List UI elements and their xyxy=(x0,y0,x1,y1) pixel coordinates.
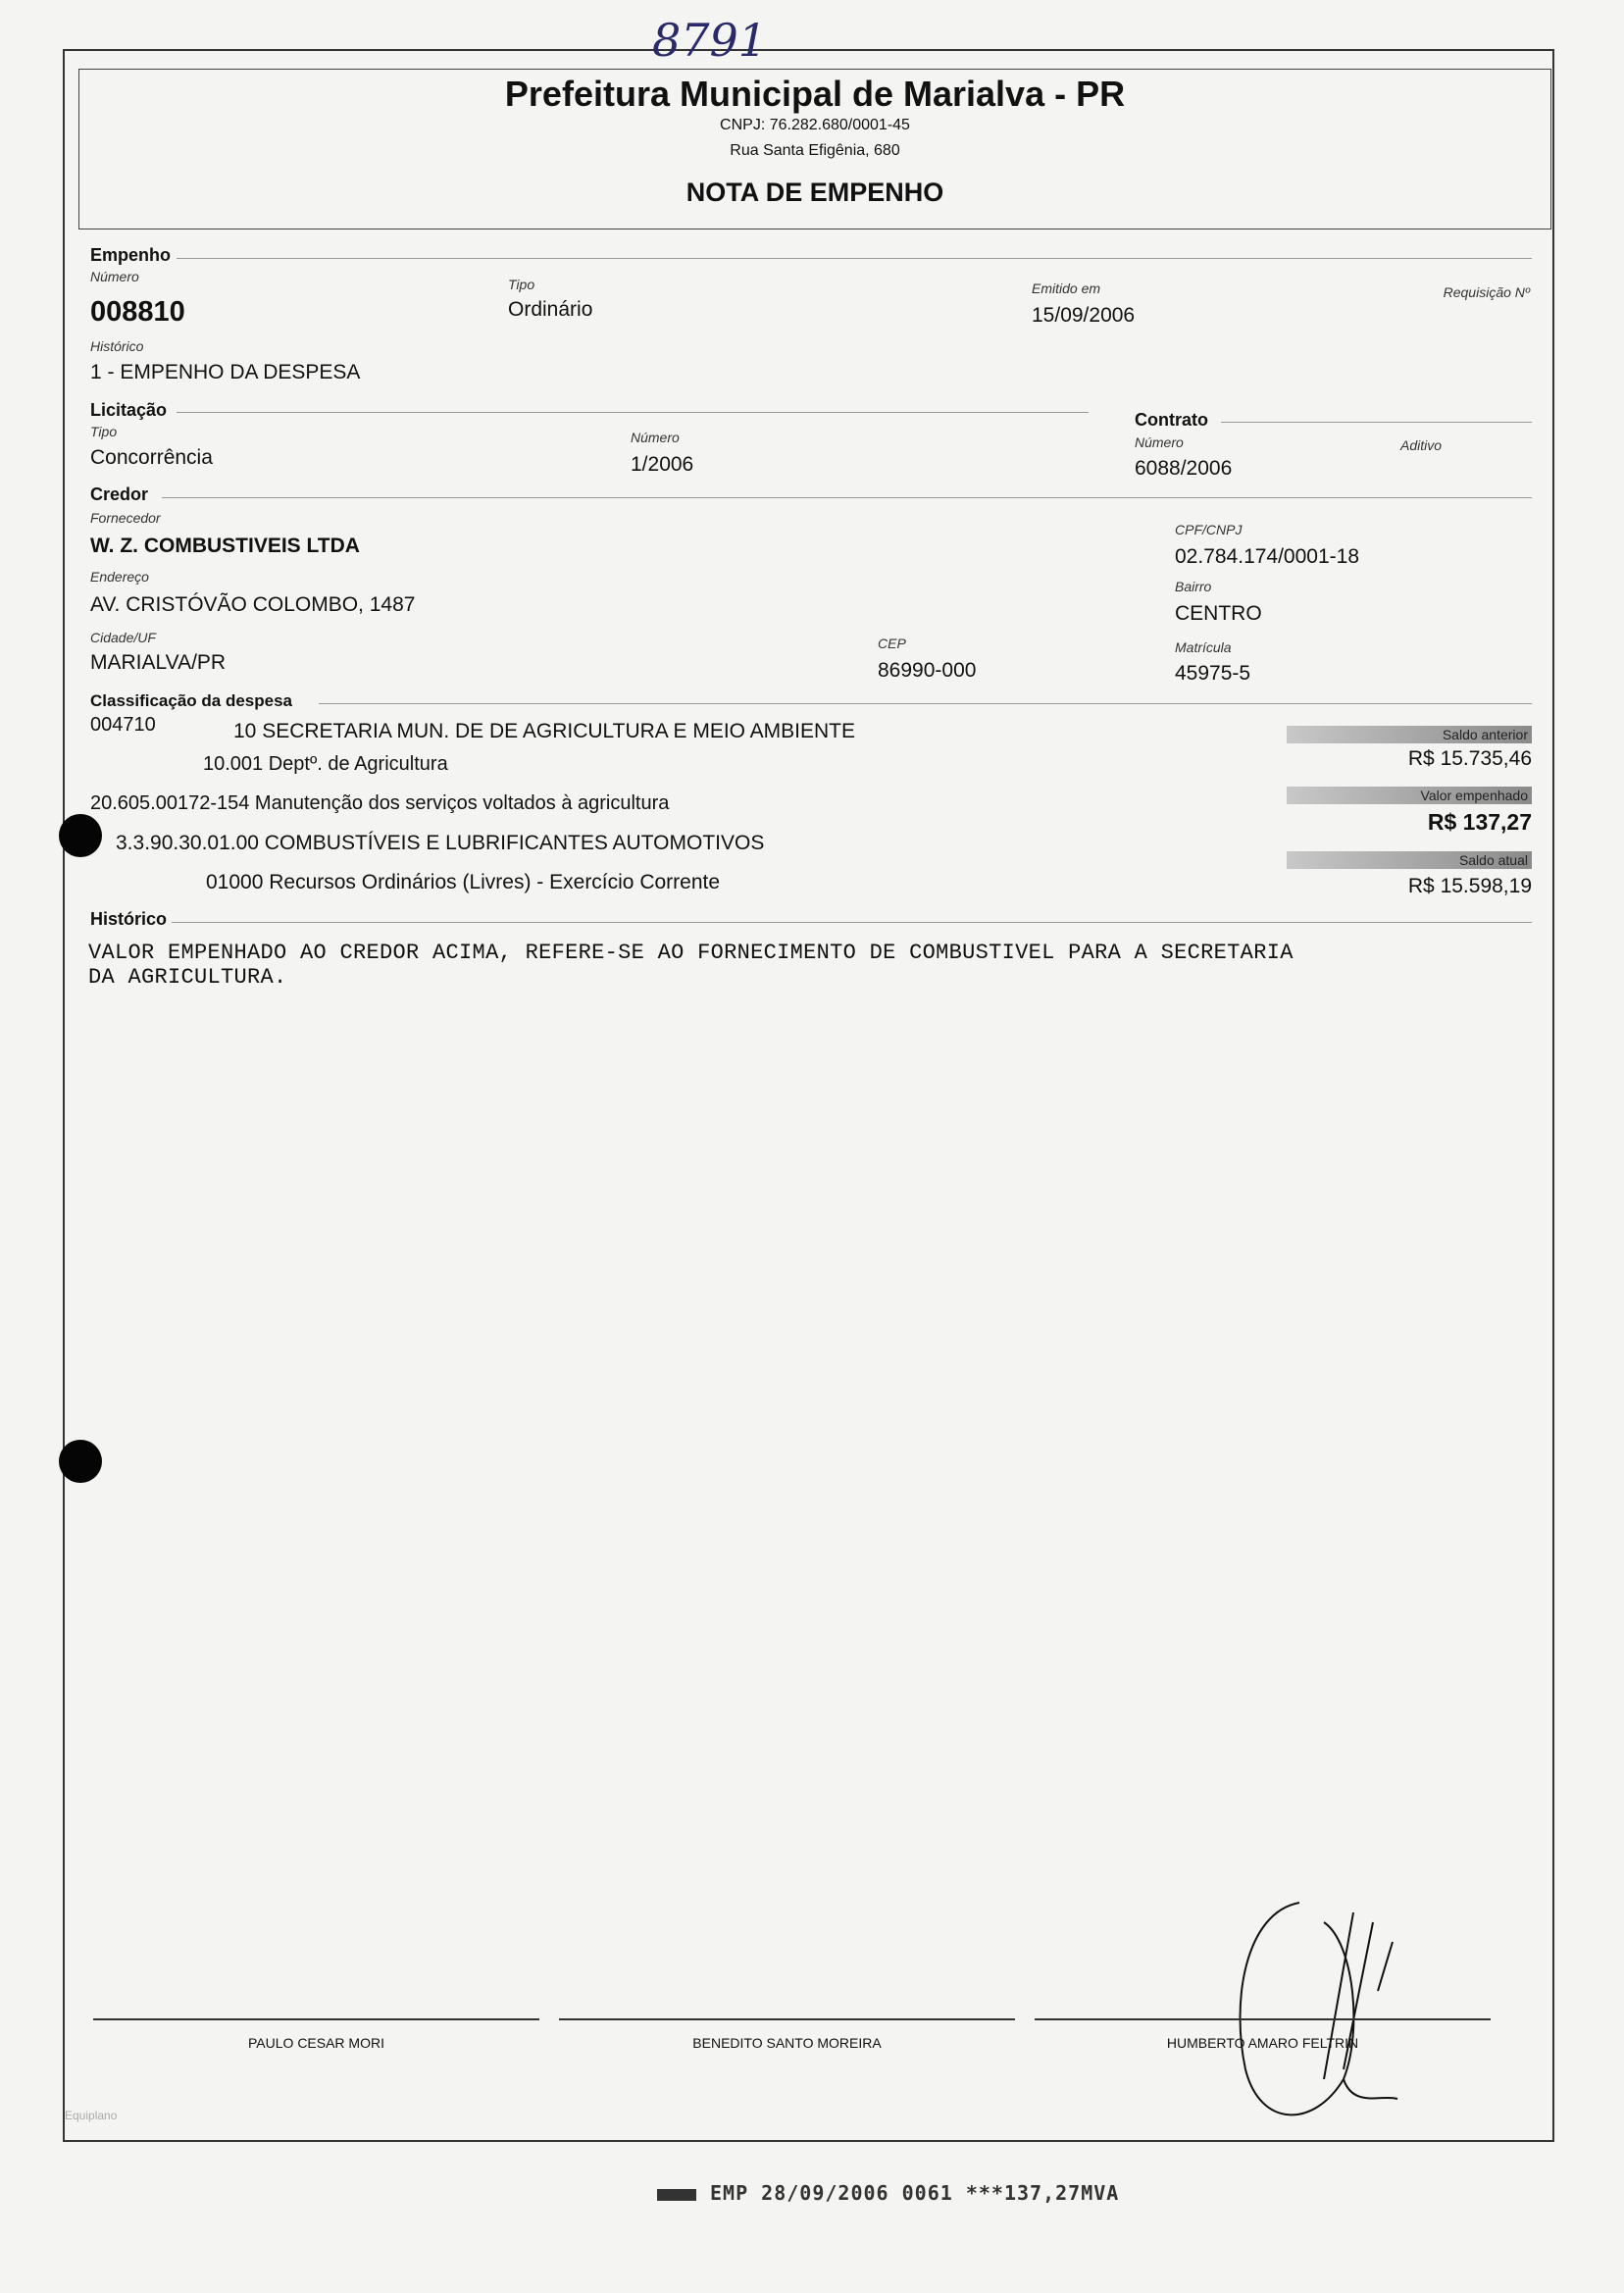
licitacao-tipo: Concorrência xyxy=(90,446,213,469)
receipt-stamp xyxy=(657,2181,1119,2205)
requisicao-label: Requisição Nº xyxy=(1443,284,1530,300)
signature-line xyxy=(1035,2018,1491,2020)
fornecedor-label: Fornecedor xyxy=(90,510,161,526)
matricula: 45975-5 xyxy=(1175,662,1251,685)
software-label: Equiplano xyxy=(65,2109,118,2122)
cep-label: CEP xyxy=(878,636,906,651)
signature-name: BENEDITO SANTO MOREIRA xyxy=(692,2035,882,2051)
divider xyxy=(319,703,1532,704)
divider xyxy=(172,922,1532,923)
prefeitura-title: Prefeitura Municipal de Marialva - PR xyxy=(504,74,1126,114)
cnpj-line: CNPJ: 76.282.680/0001-45 xyxy=(720,117,910,133)
signature-line xyxy=(559,2018,1015,2020)
fornecedor: W. Z. COMBUSTIVEIS LTDA xyxy=(90,535,360,557)
saldo-anterior-value: R$ 15.735,46 xyxy=(1407,747,1532,770)
document-title: NOTA DE EMPENHO xyxy=(685,178,944,207)
classificacao-recurso: 01000 Recursos Ordinários (Livres) - Exercício Corrente xyxy=(206,871,721,893)
divider xyxy=(177,258,1532,259)
cep: 86990-000 xyxy=(878,659,977,682)
classificacao-code: 004710 xyxy=(90,714,156,736)
signature-line xyxy=(93,2018,539,2020)
signature-name: HUMBERTO AMARO FELTRIN xyxy=(1166,2035,1359,2051)
bairro: CENTRO xyxy=(1175,602,1262,625)
section-licitacao: Licitação xyxy=(90,400,168,420)
classificacao-secretaria: 10 SECRETARIA MUN. DE DE AGRICULTURA E MEIO AMBIENTE xyxy=(233,720,856,742)
cpf-label: CPF/CNPJ xyxy=(1175,522,1243,537)
divider xyxy=(162,497,1532,498)
contrato-numero: 6088/2006 xyxy=(1135,457,1233,480)
endereco-label: Endereço xyxy=(90,569,149,585)
valor-empenhado-value: R$ 137,27 xyxy=(1427,809,1532,835)
credor-endereco: AV. CRISTÓVÃO COLOMBO, 1487 xyxy=(90,593,416,616)
cidade-label: Cidade/UF xyxy=(90,630,156,645)
historico-label: Histórico xyxy=(90,338,144,354)
contrato-numero-label: Número xyxy=(1135,434,1184,450)
section-classificacao: Classificação da despesa xyxy=(90,691,293,710)
classificacao-departamento: 10.001 Deptº. de Agricultura xyxy=(203,753,448,775)
section-historico: Histórico xyxy=(90,909,168,929)
saldo-atual-label: Saldo atual xyxy=(1287,851,1532,869)
emitido-date: 15/09/2006 xyxy=(1032,304,1136,327)
historico-text-line2: DA AGRICULTURA. xyxy=(88,965,287,990)
historico-text-line1: VALOR EMPENHADO AO CREDOR ACIMA, REFERE-SE AO FORNECIMENTO DE COMBUSTIVEL PARA A SECRETARIA xyxy=(88,941,1294,965)
section-empenho: Empenho xyxy=(90,245,172,265)
divider xyxy=(1221,422,1532,423)
section-credor: Credor xyxy=(90,484,149,504)
aditivo-label: Aditivo xyxy=(1400,437,1443,453)
empenho-historico: 1 - EMPENHO DA DESPESA xyxy=(90,361,361,383)
empenho-tipo: Ordinário xyxy=(508,298,593,321)
classificacao-funcional: 20.605.00172-154 Manutenção dos serviços voltados à agricultura xyxy=(90,792,670,814)
signature-name: PAULO CESAR MORI xyxy=(248,2035,384,2051)
divider xyxy=(177,412,1089,413)
valor-empenhado-label: Valor empenhado xyxy=(1287,787,1532,804)
emitido-label: Emitido em xyxy=(1032,280,1101,296)
empenho-numero: 008810 xyxy=(90,296,185,328)
saldo-atual-value: R$ 15.598,19 xyxy=(1407,875,1532,897)
licitacao-numero-label: Número xyxy=(631,430,680,445)
cpf-cnpj: 02.784.174/0001-18 xyxy=(1175,545,1360,568)
stamp-logo xyxy=(657,2189,696,2201)
address-line: Rua Santa Efigênia, 680 xyxy=(730,142,900,159)
section-contrato: Contrato xyxy=(1135,410,1208,430)
hole-punch xyxy=(59,814,102,857)
empenho-numero-label: Número xyxy=(90,269,139,284)
header-box xyxy=(78,69,1551,229)
empenho-tipo-label: Tipo xyxy=(508,277,535,292)
stamp-text: EMP 28/09/2006 0061 ***137,27MVA xyxy=(710,2181,1120,2205)
handwritten-number: 8791 xyxy=(652,14,768,67)
hole-punch xyxy=(59,1440,102,1483)
classificacao-elemento: 3.3.90.30.01.00 COMBUSTÍVEIS E LUBRIFICANTES AUTOMOTIVOS xyxy=(116,832,765,854)
licitacao-numero: 1/2006 xyxy=(631,453,694,476)
saldo-anterior-label: Saldo anterior xyxy=(1287,726,1532,743)
signature-graphic xyxy=(1206,1883,1422,2138)
cidade: MARIALVA/PR xyxy=(90,651,227,674)
bairro-label: Bairro xyxy=(1175,579,1212,594)
licitacao-tipo-label: Tipo xyxy=(90,424,118,439)
matricula-label: Matrícula xyxy=(1175,639,1232,655)
